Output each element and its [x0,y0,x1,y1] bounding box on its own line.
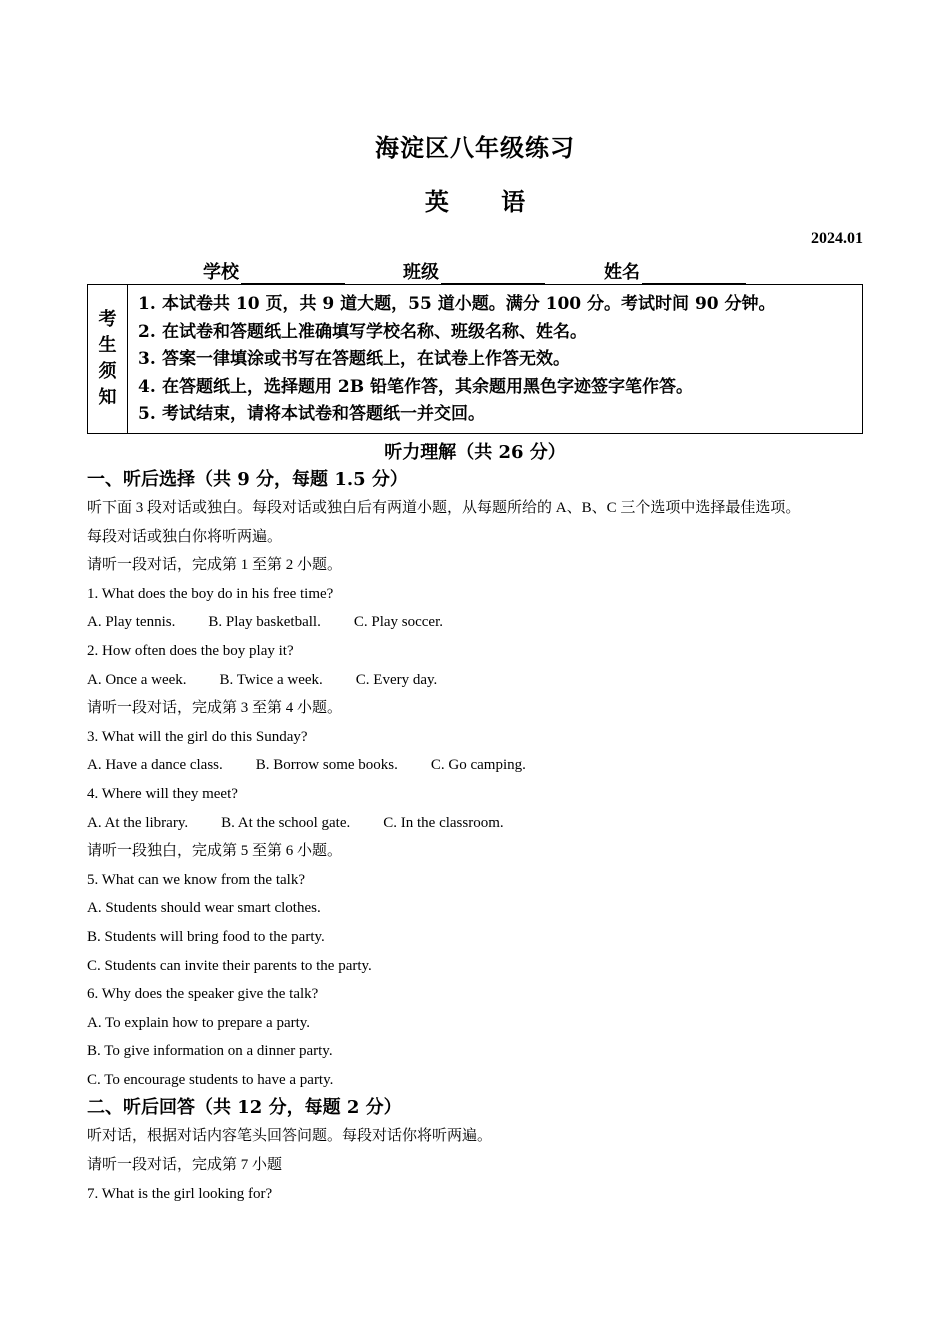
monologue-prompt: 请听一段独白，完成第 5 至第 6 小题。 [87,843,343,860]
notice-item: 4. 在答题纸上，选择题用 2B 铅笔作答，其余题用黑色字迹签字笔作答。 [138,376,694,397]
options-q4 [87,809,887,838]
notice-item: 3. 答案一律填涂或书写在答题纸上，在试卷上作答无效。 [138,349,570,369]
option-c[interactable]: C. Play soccer. [353,614,443,631]
dialogue-prompt: 请听一段对话，完成第 3 至第 4 小题。 [87,700,343,717]
part1-heading: 一、听后选择（共 9 分，每题 1.5 分） [87,469,408,490]
option-c[interactable]: C. Go camping. [430,757,526,774]
options-q3 [87,751,887,780]
question-1: 1. What does the boy do in his free time? [87,585,334,602]
options-q1 [87,608,887,637]
name-label: 姓名 [604,262,640,283]
option-b[interactable]: B. Borrow some books. [255,757,398,774]
section-title: 听力理解（共 26 分） [384,442,566,463]
option-a[interactable]: A. Have a dance class. [87,757,223,774]
exam-notice-box [87,284,863,434]
notice-items [138,291,856,429]
notice-item: 5. 考试结束，请将本试卷和答题纸一并交回。 [138,404,485,424]
dialogue-prompt: 请听一段对话，完成第 1 至第 2 小题。 [87,557,343,574]
option-c[interactable]: C. In the classroom. [383,814,504,831]
school-label: 学校 [203,262,239,283]
option-b[interactable]: B. At the school gate. [221,814,351,831]
question-3: 3. What will the girl do this Sunday? [87,728,308,745]
exam-title: 海淀区八年级练习 [375,133,575,162]
class-field[interactable] [403,258,545,284]
part1-instruction: 听下面 3 段对话或独白。每段对话或独白后有两道小题，从每题所给的 A、B、C 三个选项中选择最佳选项。 [87,500,801,516]
name-field[interactable] [604,258,746,284]
question-4: 4. Where will they meet? [87,785,238,802]
option-b[interactable]: B. To give information on a dinner party. [87,1043,333,1060]
option-b[interactable]: B. Play basketball. [208,614,321,631]
option-c[interactable]: C. To encourage students to have a party. [87,1071,334,1088]
class-blank[interactable] [441,265,545,284]
option-a[interactable]: A. Once a week. [87,671,187,688]
question-5: 5. What can we know from the talk? [87,871,305,888]
part2-heading: 二、听后回答（共 12 分，每题 2 分） [87,1097,402,1119]
subject-title: 英 语 [424,187,548,216]
school-blank[interactable] [241,265,345,284]
question-7: 7. What is the girl looking for? [87,1185,273,1202]
question-2: 2. How often does the boy play it? [87,642,294,659]
notice-side-label: 考 生 须 知 [88,285,128,433]
part1-instruction: 每段对话或独白你将听两遍。 [87,528,283,545]
option-a[interactable]: A. Play tennis. [87,614,176,631]
option-a[interactable]: A. Students should wear smart clothes. [87,900,321,917]
name-blank[interactable] [642,265,746,284]
notice-item: 1. 本试卷共 10 页，共 9 道大题，55 道小题。满分 100 分。考试时间 90 分钟。 [138,294,776,314]
school-field[interactable] [203,258,345,284]
class-label: 班级 [403,262,439,283]
option-c[interactable]: C. Students can invite their parents to the party. [87,957,372,974]
options-q2 [87,666,887,695]
listening-content [87,466,887,1208]
notice-item: 2. 在试卷和答题纸上准确填写学校名称、班级名称、姓名。 [138,321,587,342]
option-a[interactable]: A. To explain how to prepare a party. [87,1014,311,1031]
dialogue-prompt: 请听一段对话，完成第 7 小题 [87,1157,283,1174]
option-c[interactable]: C. Every day. [355,671,438,688]
question-6: 6. Why does the speaker give the talk? [87,986,319,1003]
exam-date: 2024.01 [811,230,863,247]
part2-instruction: 听对话，根据对话内容笔头回答问题。每段对话你将听两遍。 [87,1128,493,1145]
option-b[interactable]: B. Students will bring food to the party. [87,928,325,945]
option-a[interactable]: A. At the library. [87,814,189,831]
option-b[interactable]: B. Twice a week. [219,671,323,688]
